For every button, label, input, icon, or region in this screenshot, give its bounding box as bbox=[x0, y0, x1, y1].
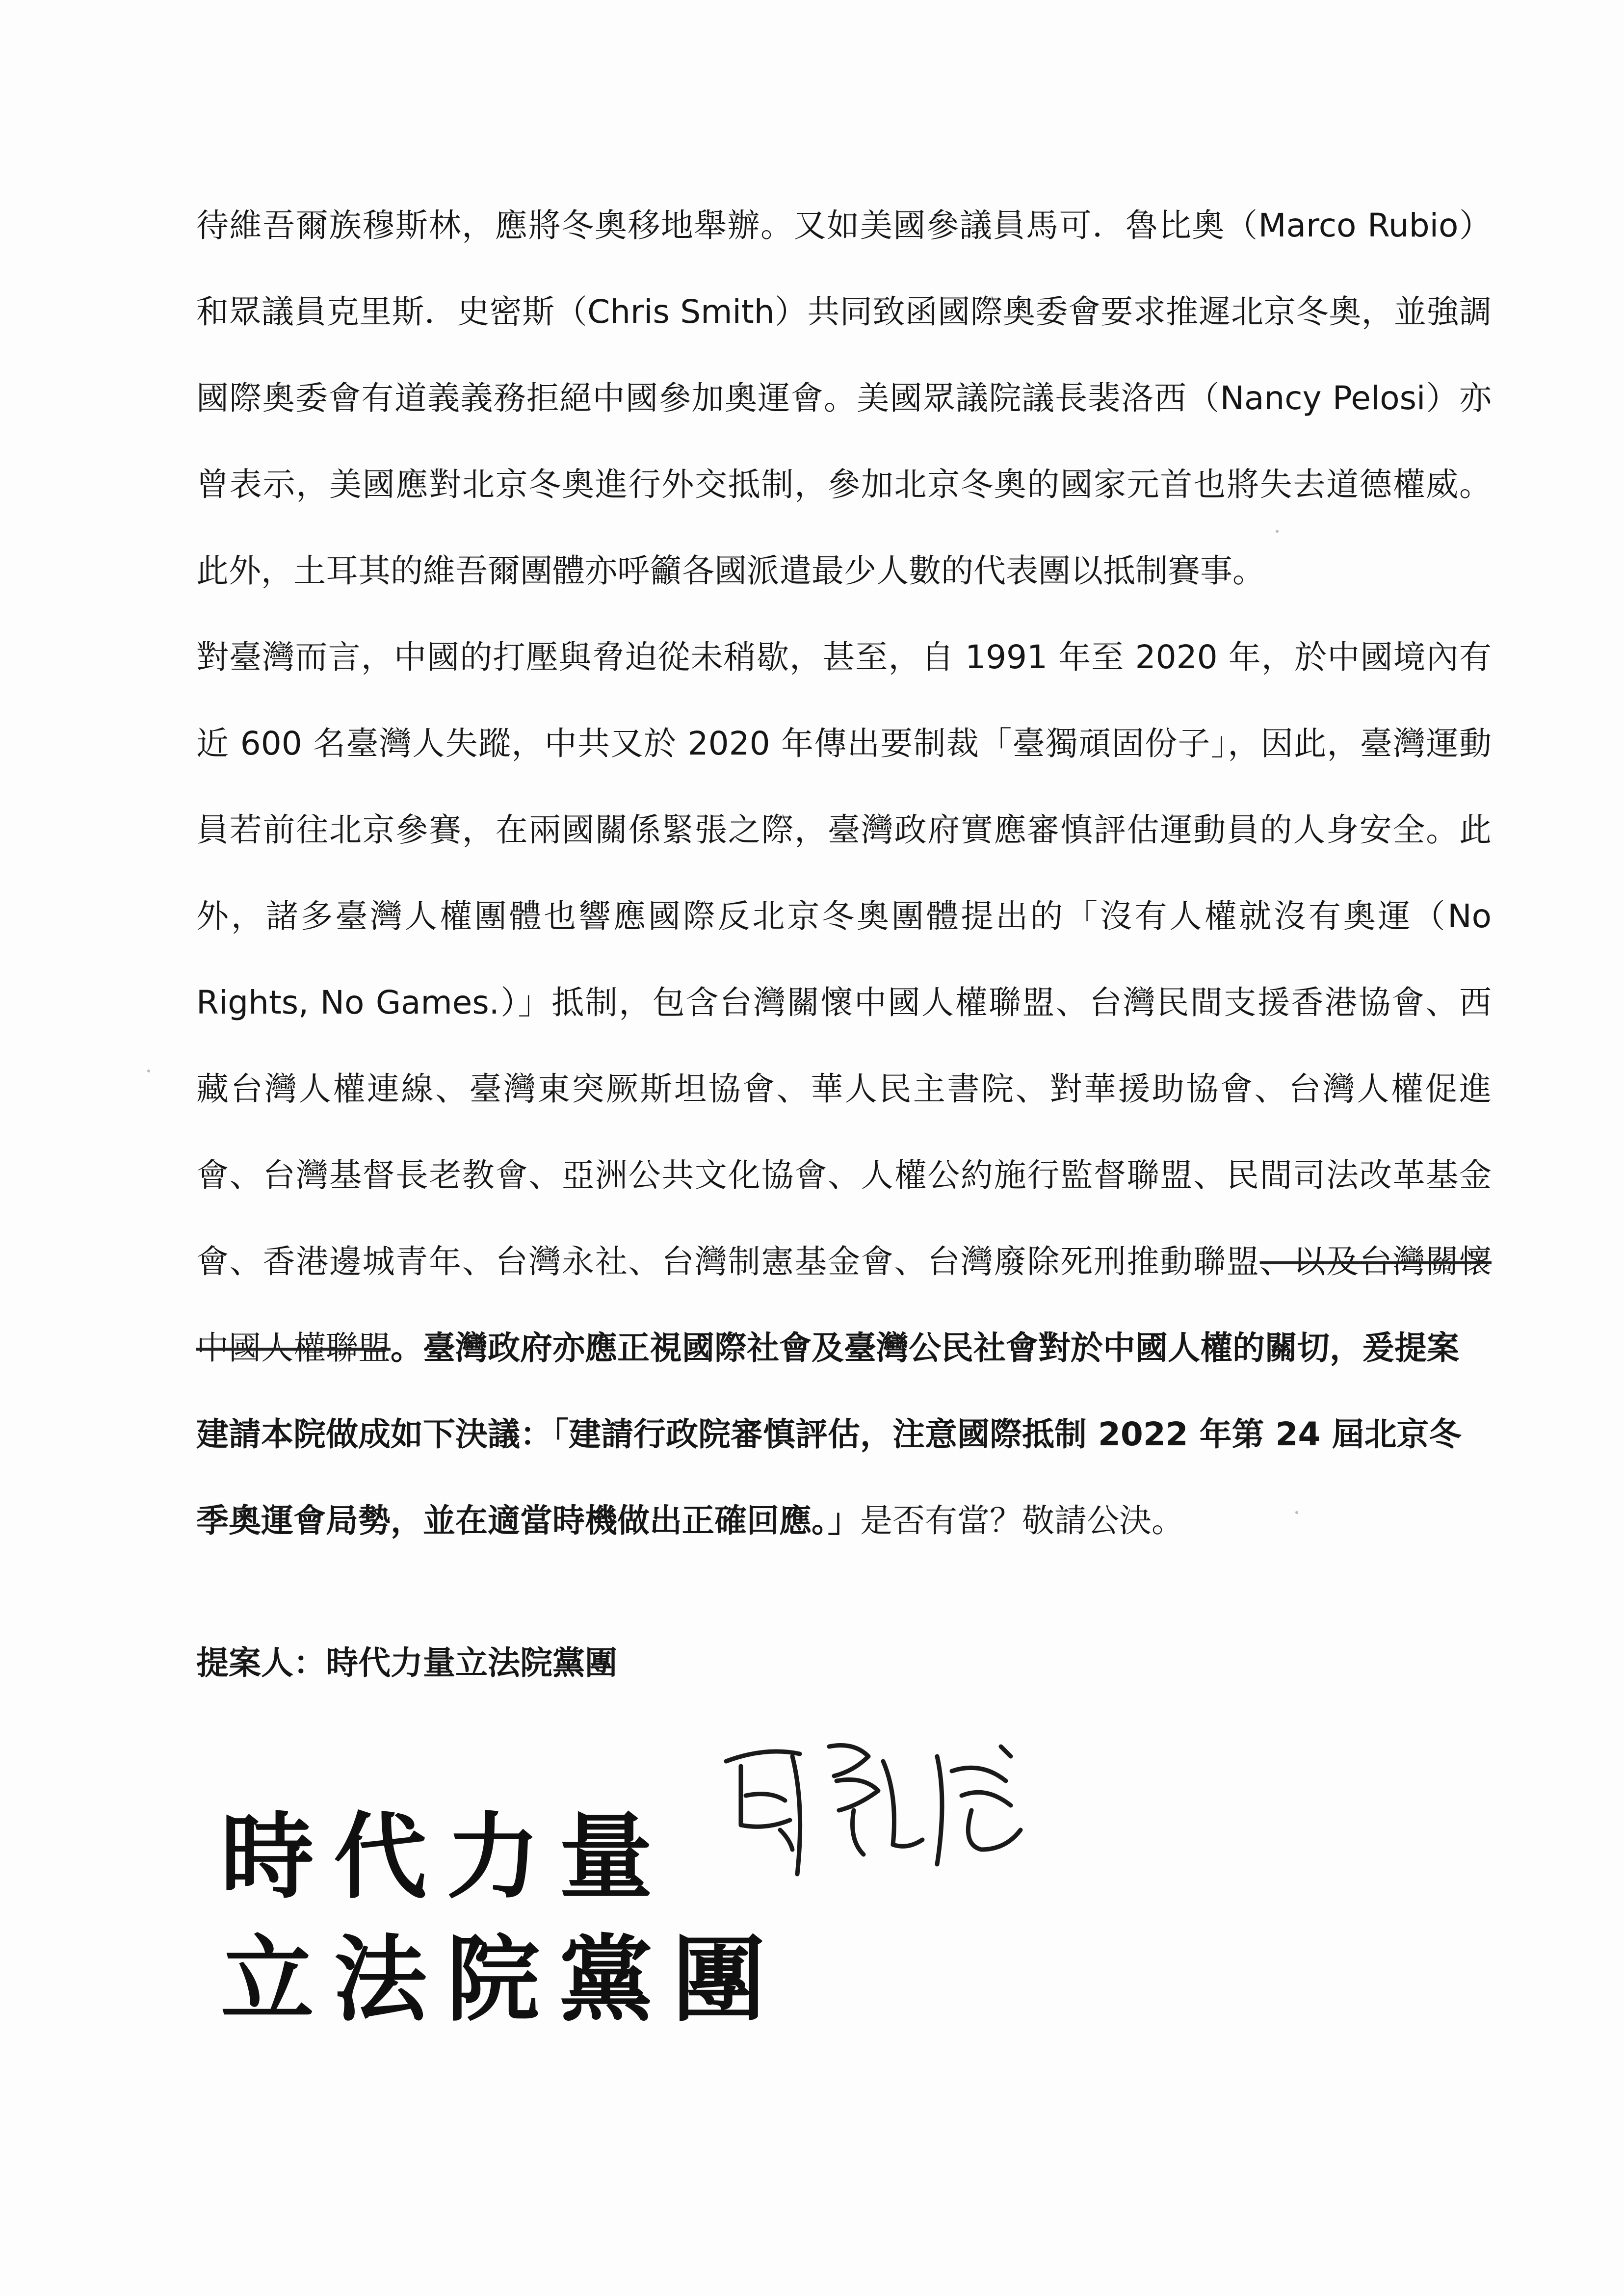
text-line-2: 和眾議員克里斯．史密斯（Chris Smith）共同致函國際奧委會要求推遲北京冬奧，並強調 bbox=[196, 293, 1492, 331]
struck-text-1: 、以及台灣關懷 bbox=[1259, 1243, 1492, 1280]
party-caucus-stamp bbox=[221, 1796, 786, 2070]
text-line-11: 藏台灣人權連線、臺灣東突厥斯坦協會、華人民主書院、對華援助協會、台灣人權促進 bbox=[196, 1070, 1492, 1108]
text-line-12: 會、台灣基督長老教會、亞洲公共文化協會、人權公約施行監督聯盟、民間司法改革基金 bbox=[196, 1156, 1492, 1194]
stamp-line-2: 立法院黨團 bbox=[221, 1925, 786, 2034]
handwritten-signature bbox=[707, 1727, 1050, 1913]
stamp-line-1: 時代力量 bbox=[221, 1802, 673, 1911]
proposal-body bbox=[196, 183, 1492, 1564]
text-line-8: 員若前往北京參賽，在兩國關係緊張之際，臺灣政府實應審慎評估運動員的人身安全。此 bbox=[196, 811, 1492, 849]
text-line-6: 對臺灣而言，中國的打壓與脅迫從未稍歇，甚至，自 1991 年至 2020 年，於中國境內有 bbox=[196, 638, 1492, 676]
text-line-9: 外，諸多臺灣人權團體也響應國際反北京冬奧團體提出的「沒有人權就沒有奧運（No bbox=[196, 897, 1492, 935]
scan-speck bbox=[1295, 1511, 1298, 1514]
text-line-1: 待維吾爾族穆斯林，應將冬奧移地舉辦。又如美國參議員馬可．魯比奧（Marco Rubio） bbox=[196, 207, 1492, 244]
closing-question: 是否有當？敬請公決。 bbox=[860, 1502, 1184, 1539]
resolution-intro: 。臺灣政府亦應正視國際社會及臺灣公民社會對於中國人權的關切，爰提案 bbox=[391, 1329, 1459, 1367]
text-line-13 bbox=[196, 1219, 1492, 1305]
resolution-end: 季奧運會局勢，並在適當時機做出正確回應。」 bbox=[196, 1502, 860, 1539]
text-line-14 bbox=[196, 1305, 1492, 1391]
scan-speck bbox=[1276, 530, 1279, 533]
scan-speck bbox=[147, 1070, 150, 1072]
text-line-7: 近 600 名臺灣人失蹤，中共又於 2020 年傳出要制裁「臺獨頑固份子」，因此，臺灣運動 bbox=[196, 725, 1492, 762]
struck-text-2: 中國人權聯盟 bbox=[196, 1329, 391, 1367]
proposer-line: 提案人：時代力量立法院黨團 bbox=[196, 1644, 617, 1682]
text-line-4: 曾表示，美國應對北京冬奧進行外交抵制，參加北京冬奧的國家元首也將失去道德權威。 bbox=[196, 466, 1492, 503]
signature-caption: 邱顯智 bbox=[707, 1908, 710, 1909]
text-line-3: 國際奧委會有道義義務拒絕中國參加奧運會。美國眾議院議長裴洛西（Nancy Pelosi）亦 bbox=[196, 379, 1492, 417]
line13-plain: 會、香港邊城青年、台灣永社、台灣制憲基金會、台灣廢除死刑推動聯盟 bbox=[196, 1243, 1260, 1280]
text-line-15: 建請本院做成如下決議：「建請行政院審慎評估，注意國際抵制 2022 年第 24 屆北京冬 bbox=[196, 1415, 1462, 1453]
text-line-16 bbox=[196, 1478, 1492, 1564]
text-line-10: Rights, No Games.）」抵制，包含台灣關懷中國人權聯盟、台灣民間支援香港協會、西 bbox=[196, 984, 1492, 1021]
text-line-5: 此外，土耳其的維吾爾團體亦呼籲各國派遣最少人數的代表團以抵制賽事。 bbox=[196, 552, 1265, 590]
